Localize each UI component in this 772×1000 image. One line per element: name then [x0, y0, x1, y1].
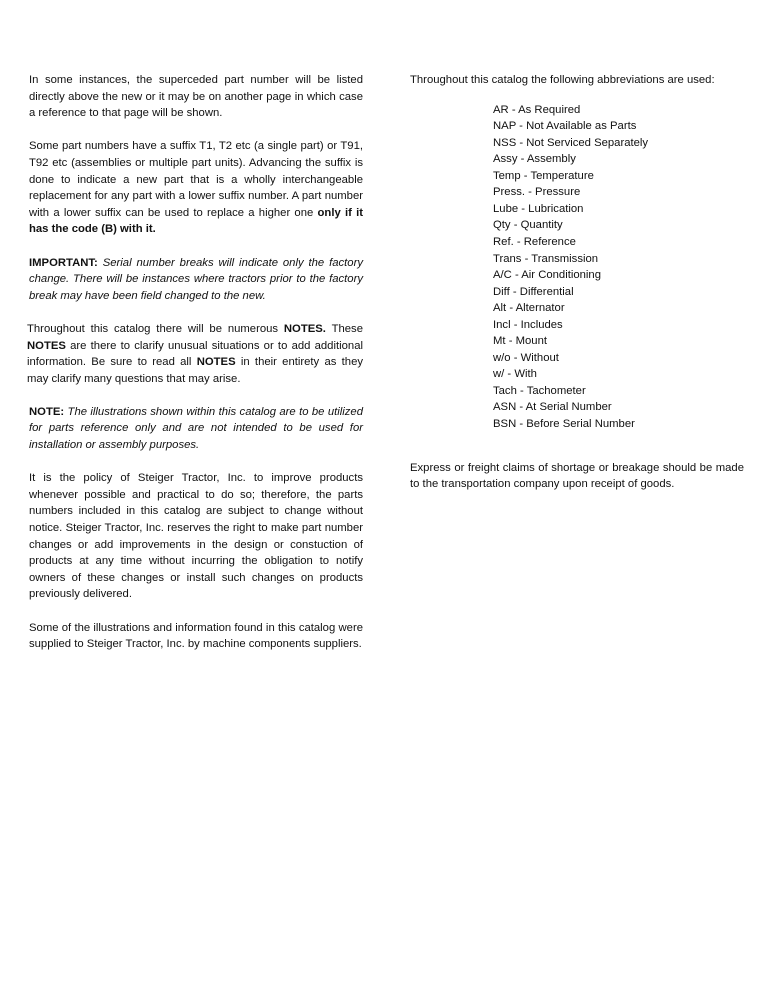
abbreviations-intro: Throughout this catalog the following abbreviations are used:	[410, 74, 715, 86]
abbreviation-item: NAP - Not Available as Parts	[493, 120, 637, 133]
abbreviation-item: Press. - Pressure	[493, 186, 581, 199]
abbreviation-item: Ref. - Reference	[493, 235, 576, 248]
note-label: NOTE:	[29, 405, 65, 418]
claims-paragraph: Express or freight claims of shortage or breakage should be made to the transportation company upon receipt of goods.	[410, 461, 744, 491]
abbreviation-item: Trans - Transmission	[493, 252, 599, 265]
abbreviation-item: A/C - Air Conditioning	[493, 269, 601, 282]
right-column	[410, 72, 744, 493]
suffix-text: Some part numbers have a suffix T1, T2 etc (a single part) or T91, T92 etc (assemblies or multiple part units). Advancing the suffix is done to indicate a new part that is a wholly interchangeable replacement for any part with a lower suffix number. A part number with a lower suffix can be used to replace a higher one	[29, 140, 363, 219]
suffix-bold-text: only if it has the code (B) with it.	[29, 206, 363, 236]
abbreviation-item: Temp - Temperature	[493, 169, 594, 182]
abbreviation-item: w/ - With	[493, 368, 537, 381]
abbreviation-item: AR - As Required	[493, 103, 581, 116]
notes-text-4: in their entirety as they may clarify many questions that may arise.	[27, 356, 364, 385]
abbreviation-item: Incl - Includes	[493, 318, 563, 331]
important-label: IMPORTANT:	[29, 256, 98, 269]
abbreviation-item: Alt - Alternator	[493, 302, 565, 315]
notes-bold-2: NOTES	[27, 339, 66, 352]
notes-bold-3: NOTES	[196, 356, 236, 369]
abbreviation-item: w/o - Without	[493, 351, 559, 364]
notes-paragraph	[27, 321, 363, 387]
abbreviation-item: ASN - At Serial Number	[493, 401, 612, 414]
notes-text-1: Throughout this catalog there will be numerous	[27, 322, 284, 335]
note-text: The illustrations shown within this catalog are to be utilized for parts reference only and are not intended to be used for installation or assembly purposes.	[29, 405, 363, 452]
abbreviation-item: Lube - Lubrication	[493, 202, 584, 215]
abbreviation-item: Qty - Quantity	[493, 219, 563, 232]
policy-paragraph: It is the policy of Steiger Tractor, Inc. to improve products whenever possible and practical to do so; therefore, the parts numbers included in this catalog are subject to change without notice. Steiger Tractor, Inc. reserves the right to make part number changes or add improvements in the design or constuction of products at any time without incurring the obligation to notify owners of these changes or install such changes on products previously delivered.	[29, 472, 363, 601]
abbreviation-item: Mt - Mount	[493, 335, 547, 348]
notes-bold-1: NOTES.	[283, 322, 326, 335]
important-paragraph	[29, 255, 363, 305]
note-paragraph	[29, 404, 363, 454]
abbreviation-item: NSS - Not Serviced Separately	[493, 136, 649, 149]
abbreviations-list	[493, 102, 744, 433]
notes-text-2: These	[325, 322, 363, 335]
notes-text-3: are there to clarify unusual situations or to add additional information. Be sure to read all	[27, 339, 363, 369]
superceded-part-paragraph: In some instances, the superceded part number will be listed directly above the new or it may be on another page in which case a reference to that page will be shown.	[29, 74, 363, 120]
abbreviation-item: BSN - Before Serial Number	[493, 417, 635, 430]
suffix-paragraph	[29, 138, 363, 238]
left-column	[29, 72, 363, 653]
important-text: Serial number breaks will indicate only the factory change. There will be instances where tractors prior to the factory break may have been field changed to the new.	[29, 256, 363, 302]
abbreviation-item: Assy - Assembly	[493, 153, 576, 166]
abbreviation-item: Diff - Differential	[493, 285, 574, 298]
suppliers-paragraph: Some of the illustrations and information found in this catalog were supplied to Steiger Tractor, Inc. by machine components suppliers.	[29, 621, 363, 651]
abbreviation-item: Tach - Tachometer	[493, 384, 586, 397]
